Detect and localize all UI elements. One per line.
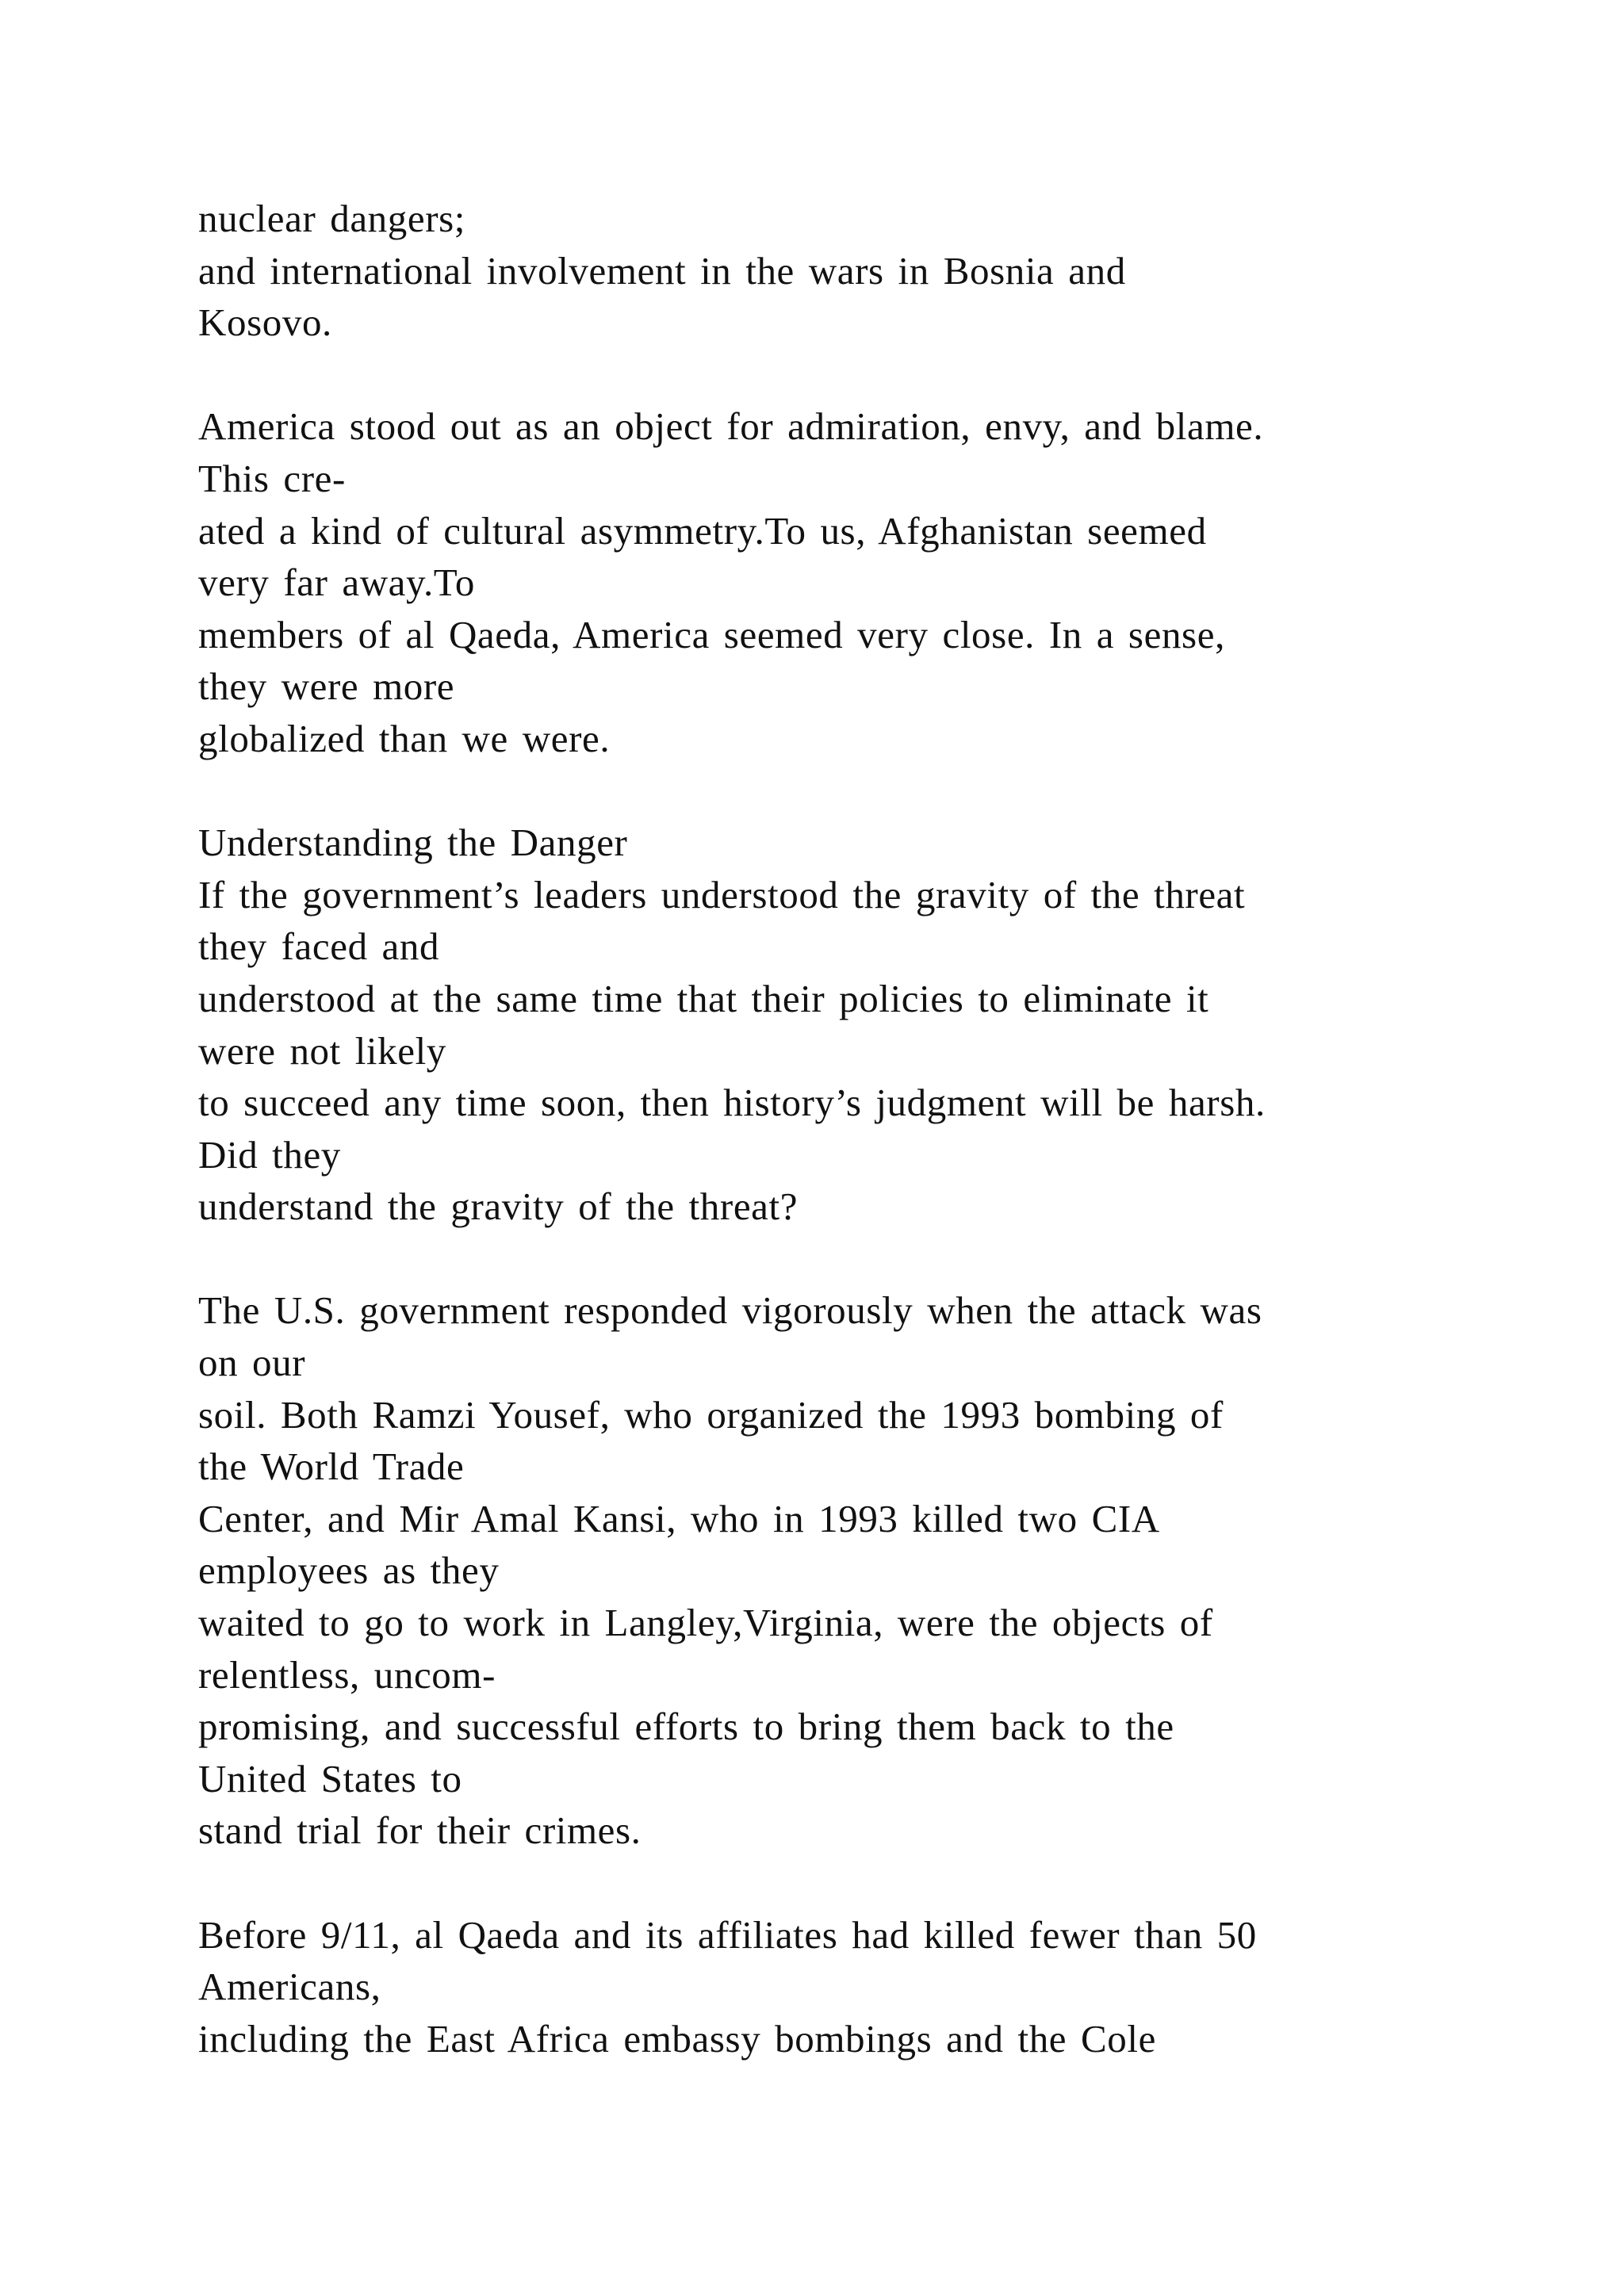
text-line: they faced and [198,924,440,969]
text-line: promising, and successful efforts to bring them back to the [198,1705,1174,1749]
document-body-text [198,193,1546,2064]
text-line: ated a kind of cultural asymmetry.To us, Afghanistan seemed [198,508,1207,553]
text-line: the World Trade [198,1445,465,1489]
text-line: they were more [198,664,455,709]
section-heading: Understanding the Danger [198,821,628,865]
text-line: nuclear dangers; [198,197,466,240]
paragraph-gap [198,349,1546,401]
text-line: waited to go to work in Langley,Virginia, were the objects of [198,1601,1213,1645]
text-line: America stood out as an object for admiration, envy, and blame. [198,404,1264,449]
text-line: Center, and Mir Amal Kansi, who in 1993 killed two CIA [198,1496,1160,1540]
text-line: Americans, [198,1965,381,2009]
text-line: United States to [198,1756,462,1800]
text-line: very far away.To [198,561,476,605]
text-line: globalized than we were. [198,716,611,760]
paragraph-gap [198,1857,1546,1909]
text-line: to succeed any time soon, then history’s judgment will be harsh. [198,1081,1266,1125]
text-line: were not likely [198,1028,446,1073]
text-line: including the East Africa embassy bombings and the Cole [198,2016,1156,2061]
text-line: understand the gravity of the threat? [198,1184,799,1229]
text-line: and international involvement in the wars in Bosnia and [198,248,1126,293]
text-line: If the government’s leaders understood the gravity of the threat [198,872,1246,916]
text-line: Kosovo. [198,300,332,345]
text-line: on our [198,1341,306,1385]
text-line: relentless, uncom- [198,1652,496,1697]
text-line: soil. Both Ramzi Yousef, who organized the 1993 bombing of [198,1392,1224,1437]
text-line: This cre- [198,456,346,500]
text-line: employees as they [198,1548,500,1593]
text-line: stand trial for their crimes. [198,1808,642,1853]
text-line: understood at the same time that their policies to eliminate it [198,976,1209,1020]
paragraph-gap [198,1233,1546,1285]
text-line: The U.S. government responded vigorously when the attack was [198,1288,1262,1333]
text-line: Did they [198,1132,341,1177]
text-line: Before 9/11, al Qaeda and its affiliates had killed fewer than 50 [198,1912,1257,1957]
text-line: members of al Qaeda, America seemed very close. In a sense, [198,612,1225,656]
paragraph-gap [198,765,1546,817]
